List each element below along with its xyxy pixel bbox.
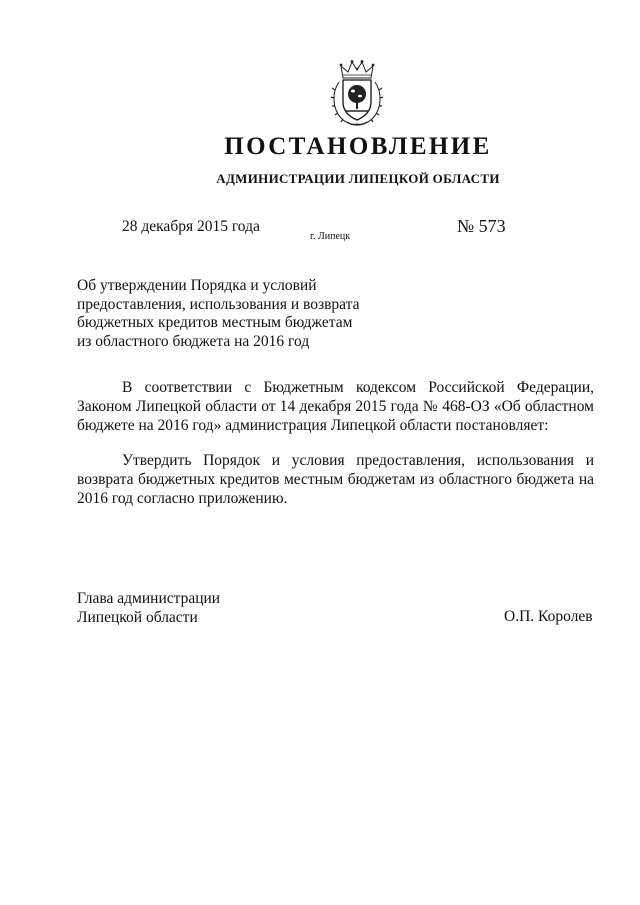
document-subject [77,277,377,351]
document-issuer: АДМИНИСТРАЦИИ ЛИПЕЦКОЙ ОБЛАСТИ [216,171,500,186]
signatory-position-line: Глава администрации [77,590,221,607]
subject-line: Об утверждении Порядка и условий [77,277,317,294]
signatory-position [77,589,220,627]
document-title: ПОСТАНОВЛЕНИЕ [224,133,492,160]
body-paragraph-decision: Утвердить Порядок и условия предоставления, использования и возврата бюджетных кредитов местным бюджетам из областного бюджета на 2016 год согласно приложению. [77,452,594,507]
coat-of-arms-icon [329,58,385,128]
document-number: № 573 [457,216,506,236]
subject-line: бюджетных кредитов местным бюджетам [77,314,353,331]
document-city: г. Липецк [310,231,351,242]
body-paragraph-preamble: В соответствии с Бюджетным кодексом Российской Федерации, Законом Липецкой области от 14 декабря 2015 года № 468-ОЗ «Об областном бюджете на 2016 год» администрация Липецкой области постановляет: [77,379,594,434]
subject-line: из областного бюджета на 2016 год [77,332,310,350]
signatory-position-line: Липецкой области [77,609,198,626]
subject-line: предоставления, использования и возврата [77,295,360,313]
signatory-name: О.П. Королев [504,608,593,625]
document-date: 28 декабря 2015 года [122,218,260,235]
